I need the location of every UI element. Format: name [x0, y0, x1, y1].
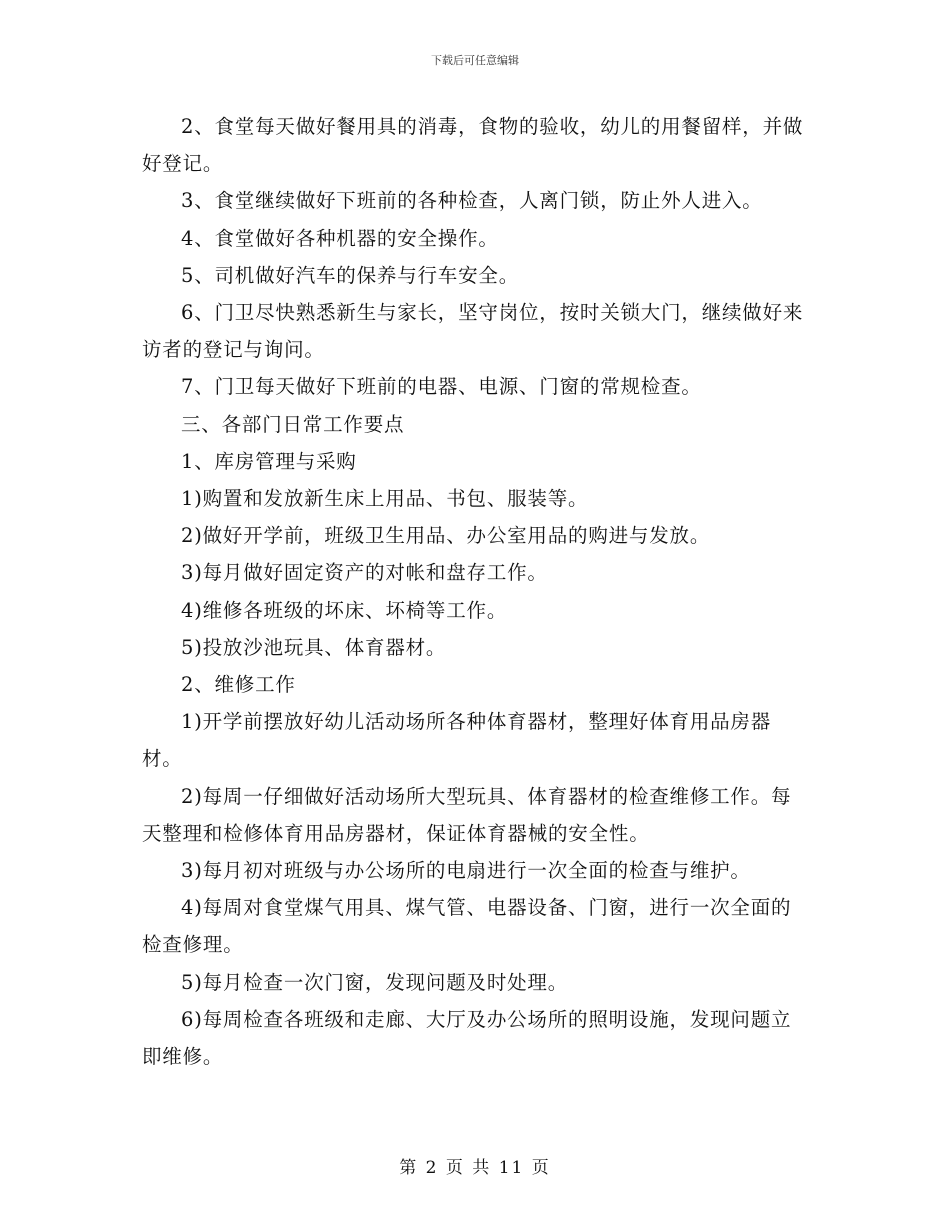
- paragraph: 4)维修各班级的坏床、坏椅等工作。: [181, 598, 508, 622]
- paragraph: 5、司机做好汽车的保养与行车安全。: [181, 263, 520, 287]
- paragraph: 3、食堂继续做好下班前的各种检查，人离门锁，防止外人进入。: [181, 189, 763, 213]
- paragraph: 3)每月做好固定资产的对帐和盘存工作。: [181, 561, 548, 585]
- paragraph: 5)每月检查一次门窗，发现问题及时处理。: [181, 970, 569, 994]
- paragraph: 4、食堂做好各种机器的安全操作。: [181, 226, 499, 250]
- paragraph: 3)每月初对班级与办公场所的电扇进行一次全面的检查与维护。: [181, 859, 751, 883]
- paragraph: 6)每周检查各班级和走廊、大厅及办公场所的照明设施，发现问题立即维修。: [142, 1007, 792, 1069]
- paragraph: 4)每周对食堂煤气用具、煤气管、电器设备、门窗，进行一次全面的检查修理。: [142, 896, 792, 957]
- section-heading: 三、各部门日常工作要点: [181, 412, 405, 436]
- page-number: 第 2 页 共 11 页: [399, 1158, 551, 1178]
- paragraph: 7、门卫每天做好下班前的电器、电源、门窗的常规检查。: [181, 375, 702, 399]
- subsection-heading: 2、维修工作: [181, 673, 296, 697]
- document-body: [142, 108, 810, 1075]
- paragraph: 2)每周一仔细做好活动场所大型玩具、体育器材的检查维修工作。每天整理和检修体育用品房器材，保证体育器械的安全性。: [142, 784, 792, 845]
- paragraph: 5)投放沙池玩具、体育器材。: [181, 635, 447, 659]
- paragraph: 6、门卫尽快熟悉新生与家长，坚守岗位，按时关锁大门，继续做好来访者的登记与询问。: [142, 301, 804, 362]
- paragraph: 2)做好开学前，班级卫生用品、办公室用品的购进与发放。: [181, 524, 711, 548]
- subsection-heading: 1、库房管理与采购: [181, 449, 357, 473]
- paragraph: 1)购置和发放新生床上用品、书包、服装等。: [181, 487, 589, 511]
- paragraph: 2、食堂每天做好餐用具的消毒，食物的验收，幼儿的用餐留样，并做好登记。: [142, 115, 804, 176]
- page-header: 下载后可任意编辑: [431, 54, 519, 67]
- paragraph: 1)开学前摆放好幼儿活动场所各种体育器材，整理好体育用品房器材。: [142, 710, 772, 771]
